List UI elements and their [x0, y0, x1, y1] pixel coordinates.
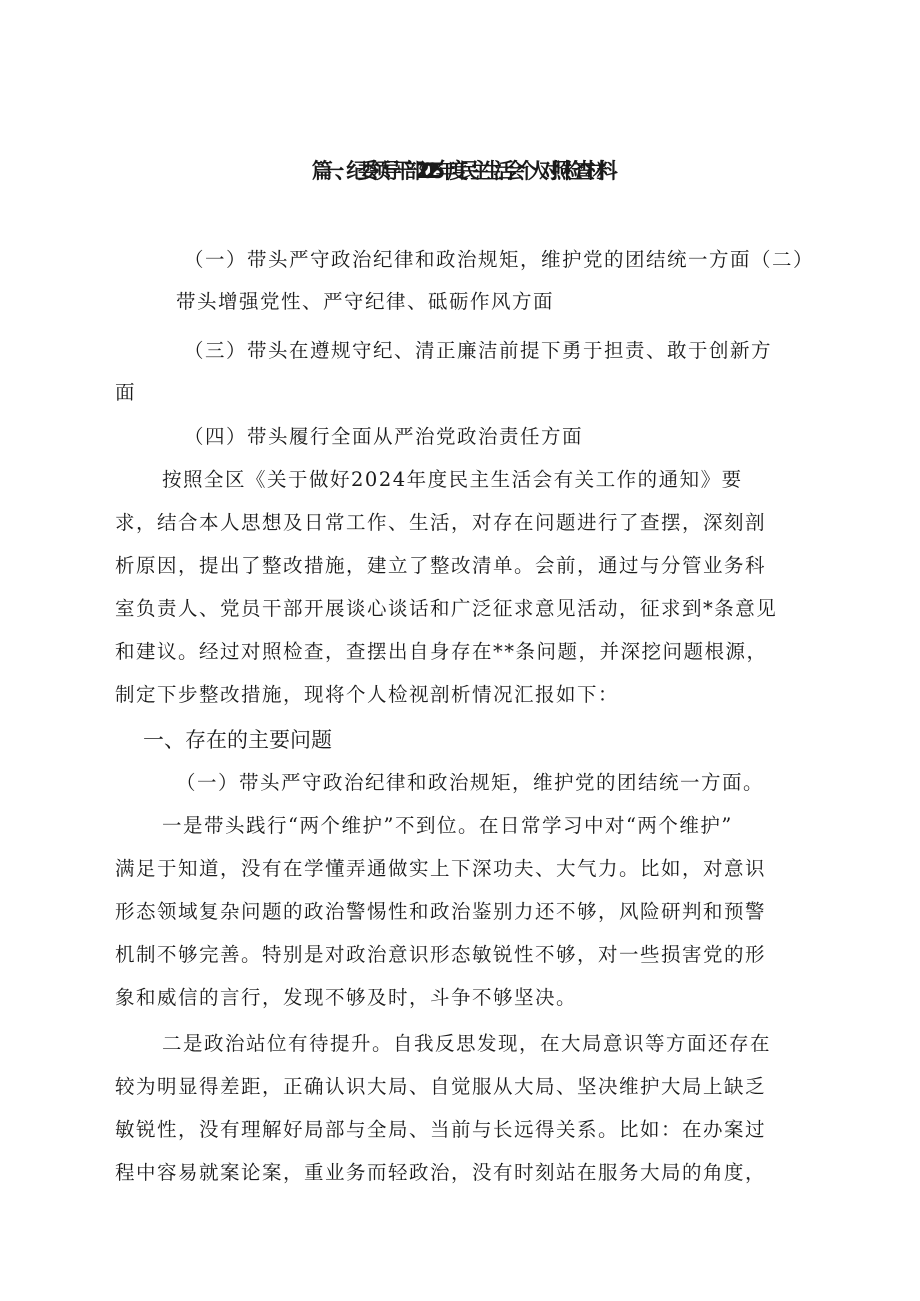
intro-line-4: 室负责人、党员干部开展谈心谈话和广泛征求意见活动，征求到*条意见 — [115, 597, 778, 620]
intro-line-2: 求，结合本人思想及日常工作、生活，对存在问题进行了查摆，深刻剖 — [115, 511, 767, 534]
toc-line-4: 面 — [115, 381, 137, 404]
toc-line-5: （四）带头履行全面从严治党政治责任方面 — [184, 425, 584, 448]
paragraph1-line-2: 满足于知道，没有在学懂弄通做实上下深功夫、大气力。比如，对意识 — [115, 857, 767, 880]
subsection-heading: （一）带头严守政治纪律和政治规矩，维护党的团结统一方面。 — [176, 771, 765, 794]
paragraph1-line-5: 象和威信的言行，发现不够及时，斗争不够坚决。 — [115, 986, 578, 1009]
paragraph2-line-2: 较为明显得差距，正确认识大局、自觉服从大局、坚决维护大局上缺乏 — [115, 1075, 767, 1098]
toc-line-3: （三）带头在遵规守纪、清正廉洁前提下勇于担责、敢于创新方 — [184, 339, 773, 362]
paragraph1-line-3: 形态领域复杂问题的政治警惕性和政治鉴别力还不够，风险研判和预警 — [115, 900, 767, 923]
paragraph1-line-4: 机制不够完善。特别是对政治意识形态敏锐性不够，对一些损害党的形 — [115, 943, 767, 966]
intro-line-3: 析原因，提出了整改措施，建立了整改清单。会前，通过与分管业务科 — [115, 554, 767, 577]
paragraph1-line-1: 一是带头践行“两个维护”不到位。在日常学习中对“两个维护” — [162, 814, 733, 837]
paragraph2-line-1: 二是政治站位有待提升。自我反思发现，在大局意识等方面还存在 — [162, 1032, 772, 1055]
intro-line-1: 按照全区《关于做好2024年度民主生活会有关工作的通知》要 — [162, 468, 743, 491]
toc-line-2: 带头增强党性、严守纪律、砥砺作风方面 — [176, 290, 555, 313]
intro-line-5: 和建议。经过对照检查，查摆出自身存在**条问题，并深挖问题根源， — [115, 640, 768, 663]
paragraph2-line-3: 敏锐性，没有理解好局部与全局、当前与长远得关系。比如：在办案过 — [115, 1118, 767, 1141]
paragraph2-line-4: 程中容易就案论案，重业务而轻政治，没有时刻站在服务大局的角度， — [115, 1161, 767, 1184]
document-title: 篇一、纪委领导干部2025年度民主生活会个人对照检查材料 — [311, 159, 609, 183]
toc-line-1: （一）带头严守政治纪律和政治规矩，维护党的团结统一方面（二） — [184, 248, 815, 271]
section-heading: 一、存在的主要问题 — [143, 728, 332, 752]
intro-line-6: 制定下步整改措施，现将个人检视剖析情况汇报如下： — [115, 683, 620, 706]
